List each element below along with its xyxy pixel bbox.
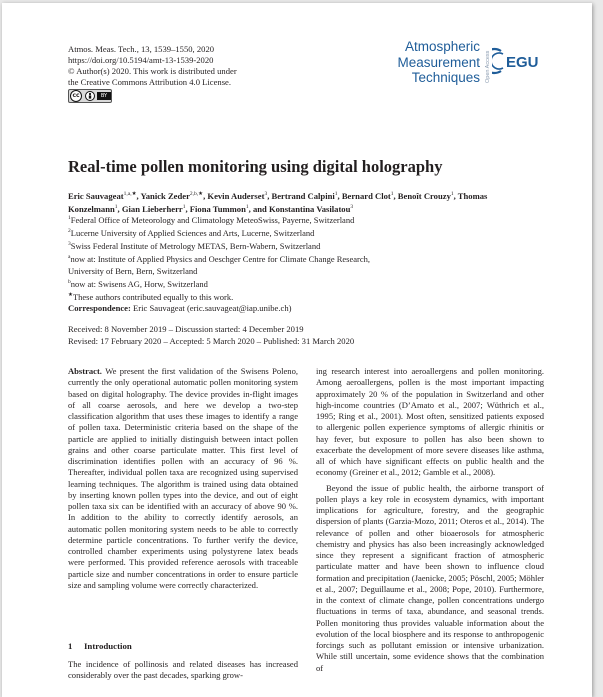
- author-affiliation-mark: 1: [182, 204, 186, 211]
- author-list: Eric Sauvageat$^{1,a,★}$, Yanick Zeder$^{2,b,★}$, Kevin Auderset$^3$, Bertrand Calpini$^1$, Bernard Clot$^1$, Benoît Crouzy$^1$, Thomas Konzelmann$^1$, Gian Lieberherr$^1$, Fiona Tummon$^1$, and Konstantina Vasilatou$^3$: [68, 190, 488, 215]
- right-paragraph-2: Beyond the issue of public health, the airborne transport of pollen plays a key role in ecosystem dynamics, with important implications for agriculture, forestry, and the geographic dispersion of plants (Garzia-Mozo, 2011; Oteros et al., 2014). The relevance of pollen and other bioaerosols for atmospheric chemistry and physics has also been increasingly acknowledged since they represent a significant fraction of atmospheric particulate matter and have been shown to influence cloud formation and precipitation (Jaenicke, 2005; Pöschl, 2005; Möhler et al., 2007; Deguillaume et al., 2008; Pope, 2010). Furthermore, in the context of climate change, pollen concentrations undergo fluctuations in terms of taxa, abundance, and seasonal trends. Pollen monitoring thus provides valuable information about the evolution of the local biosphere and its response to anthropogenic forcings such as pollutant emission or intensive urbanization. While still uncertain, some evidence shows that the combination of: [316, 482, 544, 673]
- egu-logo-text: EGU: [506, 54, 539, 71]
- correspondence-contact[interactable]: Eric Sauvageat (eric.sauvageat@iap.unibe.ch): [133, 303, 292, 313]
- affiliation-item: [68, 266, 528, 277]
- affiliation-text: Swiss Federal Institute of Metrology METAS, Bern-Wabern, Switzerland: [70, 241, 321, 252]
- affiliation-item: [68, 226, 528, 239]
- abstract-column: [68, 366, 298, 591]
- doi-link[interactable]: https://doi.org/10.5194/amt-13-1539-2020: [68, 55, 214, 65]
- by-label: BY: [97, 92, 111, 100]
- affiliation-mark: b: [68, 278, 71, 285]
- author-name: Yanick Zeder: [140, 190, 190, 201]
- section-number: 1: [68, 641, 73, 651]
- correspondence-label: Correspondence:: [68, 303, 131, 313]
- affiliation-text: These authors contributed equally to this work.: [72, 291, 234, 302]
- affiliation-mark: 3: [68, 241, 71, 248]
- affiliation-text: University of Bern, Bern, Switzerland: [68, 265, 198, 276]
- affiliation-mark: 1: [68, 215, 71, 221]
- author-name: Thomas Konzelmann: [68, 190, 488, 215]
- author-name: Bertrand Calpini: [271, 190, 335, 201]
- author-affiliation-mark: 3: [264, 191, 268, 197]
- affiliation-text: now at: Swisens AG, Horw, Switzerland: [70, 278, 208, 289]
- author-name: Fiona Tummon: [189, 204, 246, 215]
- abstract-label: Abstract.: [68, 366, 102, 376]
- attribution-person-icon: [85, 91, 95, 101]
- license-notice: the Creative Commons Attribution 4.0 License.: [68, 77, 232, 87]
- author-name: Kevin Auderset: [207, 190, 265, 201]
- author-name: Gian Lieberherr: [121, 204, 183, 215]
- affiliation-text: Federal Office of Meteorology and Climatology MeteoSwiss, Payerne, Switzerland: [70, 214, 355, 225]
- affiliation-item: [68, 239, 528, 252]
- author-affiliation-mark: 3: [350, 204, 354, 211]
- affiliation-mark: ★: [68, 291, 73, 298]
- affiliation-mark: 2: [68, 228, 71, 235]
- affiliation-text: now at: Institute of Applied Physics and Oeschger Centre for Climate Change Research,: [70, 254, 371, 265]
- journal-line-1: Atmospheric: [404, 39, 480, 54]
- copyright-notice: © Author(s) 2020. This work is distributed under: [68, 66, 237, 76]
- author-affiliation-mark: 1: [390, 191, 394, 197]
- author-name: Bernard Clot: [341, 190, 391, 201]
- dates-received: Received: 8 November 2019 – Discussion started: 4 December 2019: [68, 324, 304, 334]
- paper-title: Real-time pollen monitoring using digital holography: [68, 157, 443, 176]
- open-access-label: Open Access: [485, 50, 491, 83]
- right-paragraph-1: ing research interest into aeroallergens and pollen monitoring. Among aeroallergens, pollen is the most important impacting approximately 20 % of the population in Switzerland and other high-income countries (D’Amato et al., 2007; Wüthrich et al., 1995; Ring et al., 2001). Most often, sensitized patients exposed to allergenic pollen experience symptoms of allergic rhinitis or hay fever, but exposure to pollen has also been shown to exacerbate the development of more severe diseases like asthma, all of which have significant effects on public health and the economy (Greiner et al., 2012; Gamble et al., 2008).: [316, 366, 544, 478]
- egu-logo: [492, 43, 540, 79]
- journal-citation: Atmos. Meas. Tech., 13, 1539–1550, 2020: [68, 44, 215, 54]
- affiliation-item: [68, 252, 528, 265]
- author-affiliation-mark: 1,a,★: [123, 191, 137, 197]
- abstract-text: We present the first validation of the Swisens Poleno, currently the only operational automatic pollen monitoring system based on digital holography. The device provides in-flight images of all coarse aerosols, and here we develop a two-step classification algorithm that uses these images to identify a range of pollen taxa. Deterministic criteria based on the shape of the particle are applied to initially distinguish between intact pollen grains and other coarse particulate matter. This first level of discrimination identifies pollen with an accuracy of 96 %. Thereafter, individual pollen taxa are recognized using supervised learning techniques. The algorithm is trained using data obtained by inserting known pollen types into the device, and out of eight pollen taxa six can be identified with an accuracy of above 90 %. In addition to the ability to correctly identify aerosols, an automatic pollen monitoring system needs to be able to correctly determine particle concentrations. To further verify the device, controlled chamber experiments using polystyrene latex beads were performed. This provided reference aerosols with traceable particle size and number concentrations in order to ensure particle size and sampling volume were correctly characterized.: [68, 366, 298, 590]
- right-column: [316, 366, 544, 674]
- cc-icon: cc: [70, 90, 82, 102]
- author-joiner: and: [252, 204, 267, 215]
- author-name: Konstantina Vasilatou: [268, 204, 351, 215]
- author-affiliation-mark: 1: [245, 204, 249, 211]
- section-title: Introduction: [84, 641, 132, 651]
- correspondence: [68, 303, 291, 313]
- author-name: Eric Sauvageat: [68, 190, 124, 201]
- author-affiliation-mark: 2,b,★: [189, 191, 204, 197]
- author-affiliation-mark: 1: [450, 191, 454, 197]
- affiliation-item: [68, 277, 528, 290]
- affiliation-mark: a: [68, 254, 71, 261]
- affiliation-text: Lucerne University of Applied Sciences and Arts, Lucerne, Switzerland: [70, 227, 315, 238]
- journal-line-3: Techniques: [411, 70, 480, 85]
- affiliation-item: [68, 290, 528, 303]
- publication-dates: [68, 323, 354, 347]
- journal-line-2: Measurement: [397, 54, 480, 70]
- affiliation-item: [68, 213, 528, 226]
- dates-published: Revised: 17 February 2020 – Accepted: 5 March 2020 – Published: 31 March 2020: [68, 336, 355, 346]
- author-name: Benoît Crouzy: [397, 190, 451, 201]
- section-heading: [68, 641, 132, 651]
- abstract-paragraph: [68, 366, 298, 591]
- author-affiliation-mark: 1: [114, 204, 118, 211]
- affiliation-list: [68, 213, 528, 303]
- author-affiliation-mark: 1: [334, 191, 338, 197]
- journal-name: [397, 39, 480, 86]
- paper-page: [2, 3, 592, 697]
- cc-by-license-badge[interactable]: [68, 89, 112, 103]
- introduction-text: The incidence of pollinosis and related diseases has increased considerably over the past decades, sparking grow-: [68, 659, 298, 681]
